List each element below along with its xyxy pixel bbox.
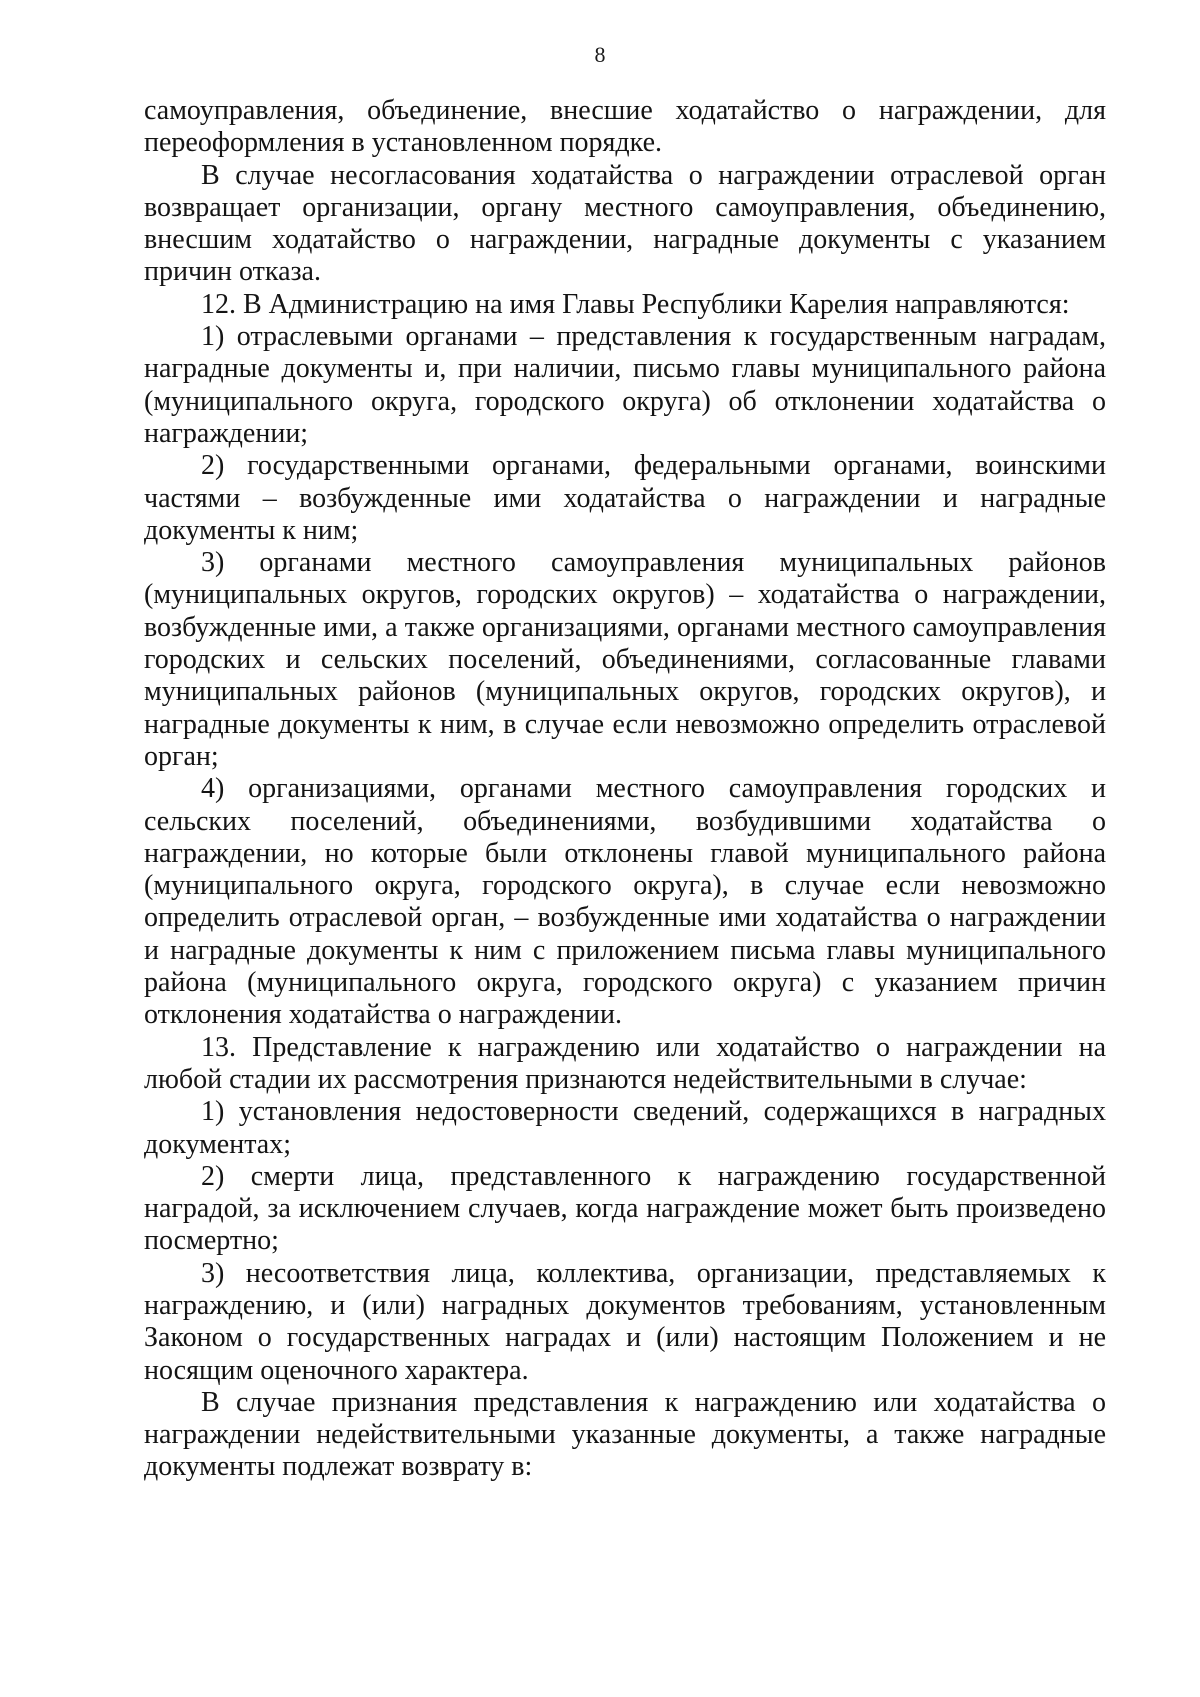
paragraph-continuation: самоуправления, объединение, внесшие ходатайство о награждении, для переоформления в установленном порядке. <box>144 95 1106 159</box>
paragraph-clause-12-item-4: 4) организациями, органами местного самоуправления городских и сельских поселений, объединениями, возбудившими ходатайства о награждении, но которые были отклонены главой муниципального района (муниципального округа, городского округа), в случае если невозможно определить отраслевой орган, – возбужденные ими ходатайства о награждении и наградные документы к ним с приложением письма главы муниципального района (муниципального округа, городского округа) с указанием причин отклонения ходатайства о награждении. <box>144 773 1106 1031</box>
paragraph-clause-13-item-3: 3) несоответствия лица, коллектива, организации, представляемых к награждению, и (или) наградных документов требованиям, установленным Законом о государственных наградах и (или) настоящим Положением и не носящим оценочного характера. <box>144 1257 1106 1386</box>
paragraph-clause-13-item-2: 2) смерти лица, представленного к награждению государственной наградой, за исключением случаев, когда награждение может быть произведено посмертно; <box>144 1160 1106 1257</box>
paragraph-invalid-return: В случае признания представления к награждению или ходатайства о награждении недействительными указанные документы, а также наградные документы подлежат возврату в: <box>144 1386 1106 1483</box>
paragraph-clause-12-item-3: 3) органами местного самоуправления муниципальных районов (муниципальных округов, городских округов) – ходатайства о награждении, возбужденные ими, а также организациями, органами местного самоуправления городских и сельских поселений, объединениями, согласованные главами муниципальных районов (муниципальных округов, городских округов), и наградные документы к ним, в случае если невозможно определить отраслевой орган; <box>144 547 1106 772</box>
paragraph-clause-12-item-2: 2) государственными органами, федеральными органами, воинскими частями – возбужденные ими ходатайства о награждении и наградные документы к ним; <box>144 450 1106 546</box>
paragraph-clause-13-item-1: 1) установления недостоверности сведений, содержащихся в наградных документах; <box>144 1096 1106 1160</box>
paragraph-refusal-return: В случае несогласования ходатайства о награждении отраслевой орган возвращает организации, органу местного самоуправления, объединению, внесшим ходатайство о награждении, наградные документы с указанием причин отказа. <box>144 159 1106 288</box>
paragraph-clause-12-item-1: 1) отраслевыми органами – представления к государственным наградам, наградные документы и, при наличии, письмо главы муниципального района (муниципального округа, городского округа) об отклонении ходатайства о награждении; <box>144 321 1106 449</box>
paragraph-clause-12: 12. В Администрацию на имя Главы Республики Карелия направляются: <box>201 288 1070 320</box>
document-body <box>144 95 1106 1484</box>
page-number: 8 <box>594 42 606 67</box>
paragraph-clause-13: 13. Представление к награждению или ходатайство о награждении на любой стадии их рассмотрения признаются недействительными в случае: <box>144 1031 1106 1095</box>
